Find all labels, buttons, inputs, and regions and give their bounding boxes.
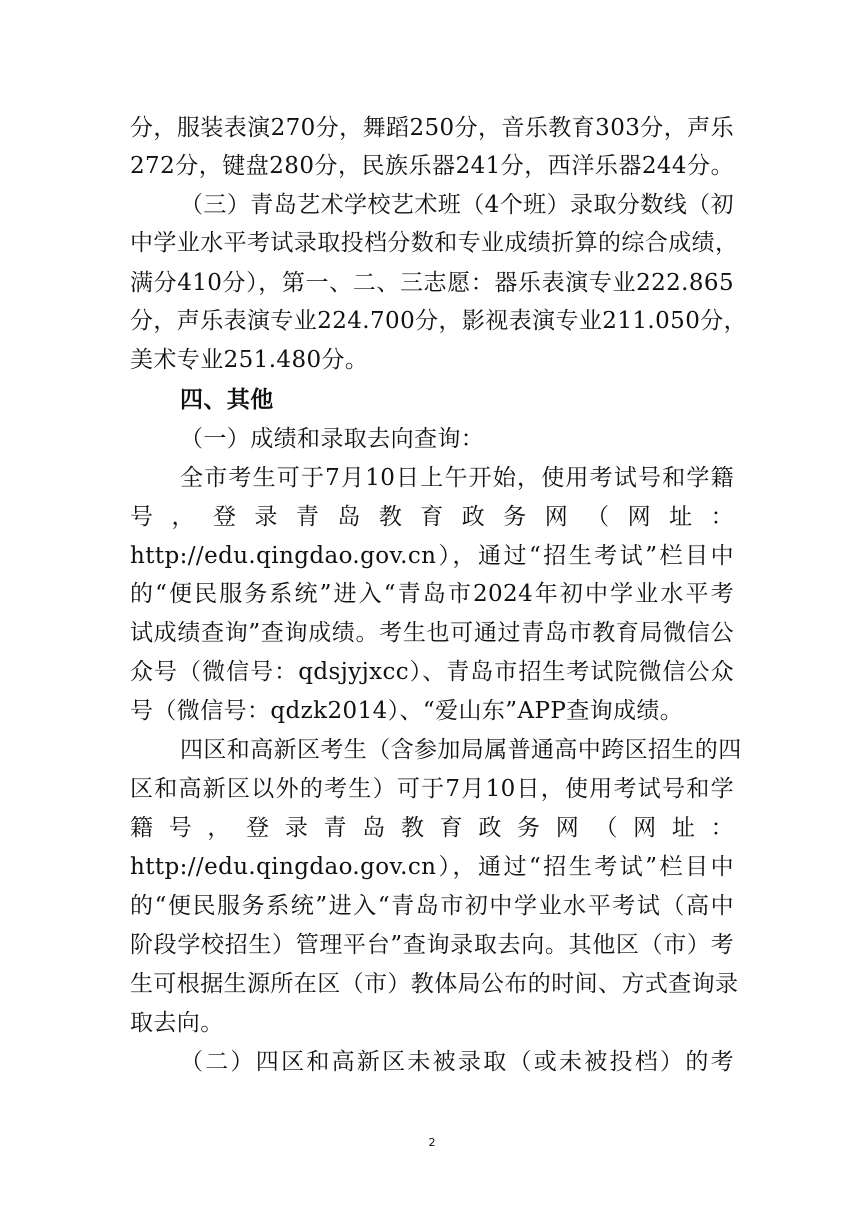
body-text-line: 阶段学校招生）管理平台”查询录取去向。其他区（市）考 [130,932,734,958]
body-text-line: http://edu.qingdao.gov.cn），通过“招生考试”栏目中 [130,543,734,569]
body-text-line: 区和高新区以外的考生）可于7月10日，使用考试号和学 [130,776,734,802]
body-text-line: 分，声乐表演专业224.700分，影视表演专业211.050分， [130,308,748,334]
body-text-line: 四区和高新区考生（含参加局属普通高中跨区招生的四 [180,737,742,763]
body-text-line: 生可根据生源所在区（市）教体局公布的时间、方式查询录 [130,971,739,997]
body-text-line: 众号（微信号：qdsjyjxcc）、青岛市招生考试院微信公众 [130,659,734,685]
body-text-line: 取去向。 [130,1010,224,1036]
body-text-line: 试成绩查询”查询成绩。考生也可通过青岛市教育局微信公 [130,620,734,646]
body-text-line: 美术专业251.480分。 [130,347,369,373]
body-text-line: 分，服装表演270分，舞蹈250分，音乐教育303分，声乐 [130,115,734,141]
section-heading: 四、其他 [180,386,274,413]
body-text-line: 的“便民服务系统”进入“青岛市初中学业水平考试（高中 [130,893,734,919]
body-text-line: 号（微信号：qdzk2014）、“爱山东”APP查询成绩。 [130,698,684,724]
body-text-line: （二）四区和高新区未被录取（或未被投档）的考 [180,1049,734,1075]
body-text-line: 的“便民服务系统”进入“青岛市2024年初中学业水平考 [130,581,734,607]
body-text-line: http://edu.qingdao.gov.cn），通过“招生考试”栏目中 [130,854,734,880]
subsection-heading: （一）成绩和录取去向查询： [180,426,485,452]
body-text-line: 号，登录青岛教育政务网（网址： [130,504,734,530]
body-text-line: 中学业水平考试录取投档分数和专业成绩折算的综合成绩， [130,230,739,256]
body-text-line: 272分，键盘280分，民族乐器241分，西洋乐器244分。 [130,153,734,179]
body-text-line: （三）青岛艺术学校艺术班（4个班）录取分数线（初 [180,192,734,218]
page-number: 2 [428,1136,436,1149]
body-text-line: 籍号，登录青岛教育政务网（网址： [130,815,734,841]
body-text-line: 满分410分），第一、二、三志愿：器乐表演专业222.865 [130,270,734,296]
body-text-line: 全市考生可于7月10日上午开始，使用考试号和学籍 [180,465,734,491]
